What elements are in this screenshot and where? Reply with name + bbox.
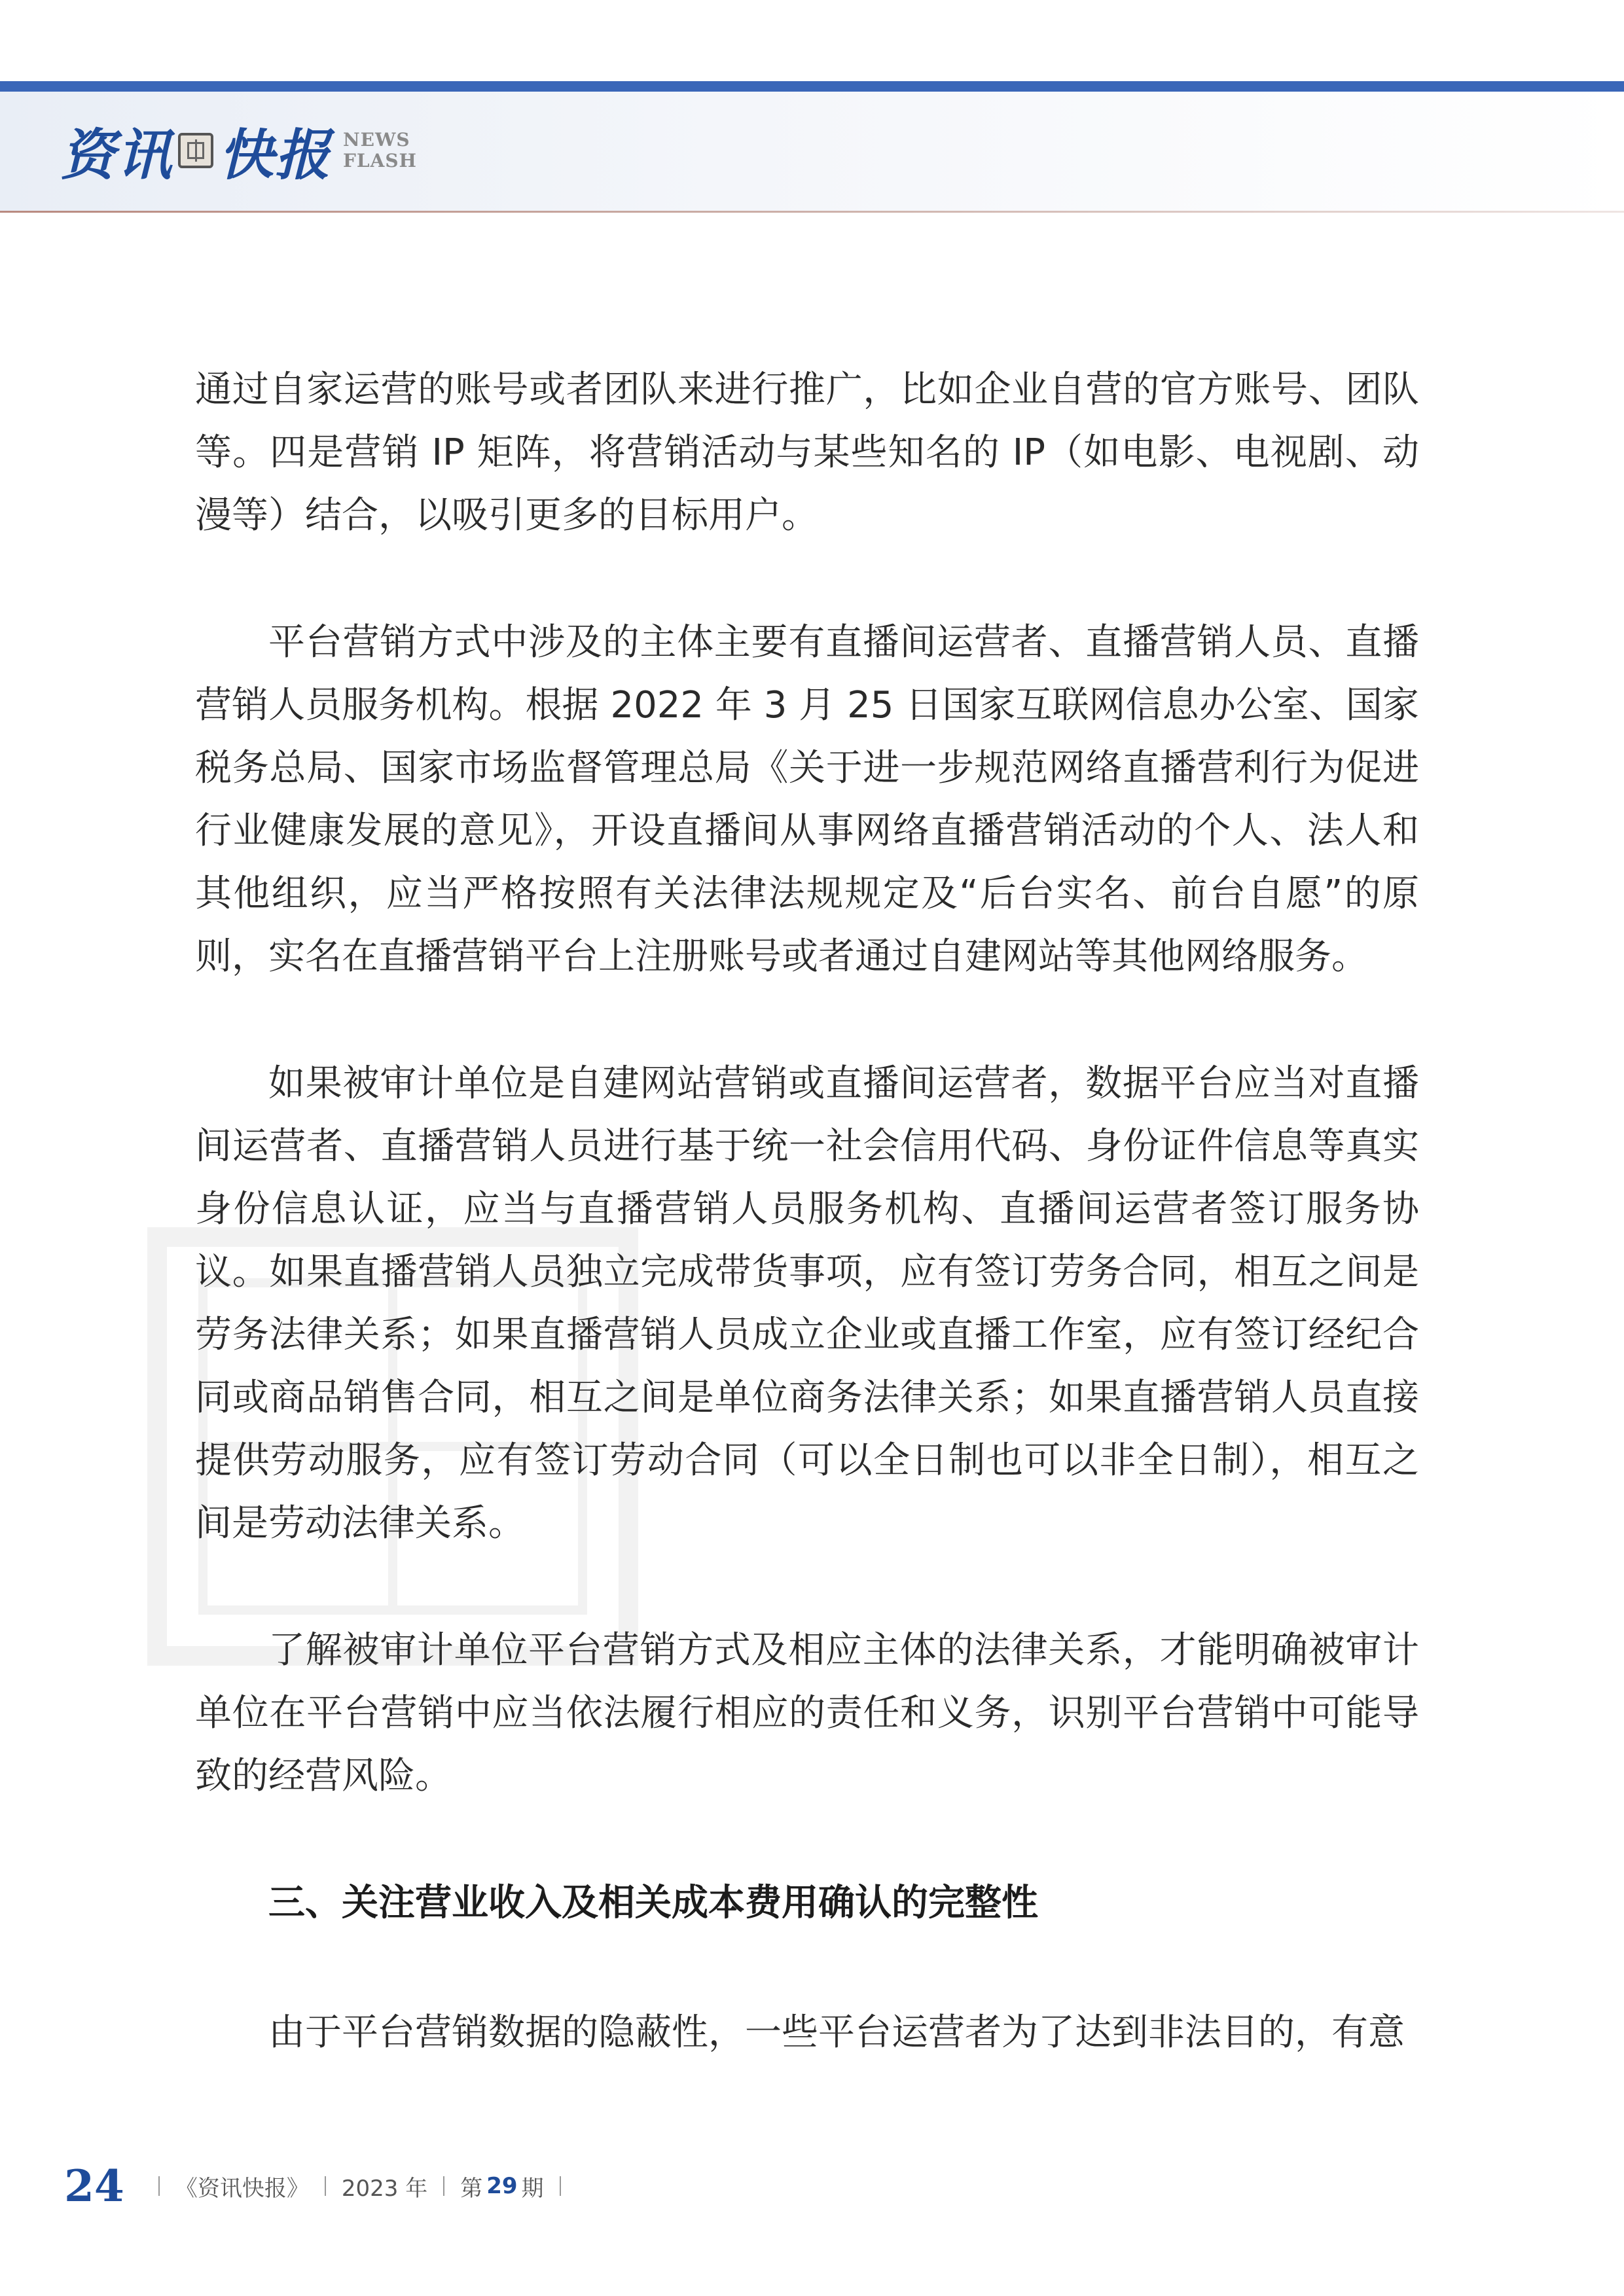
footer-issue-prefix: 第 <box>460 2175 483 2202</box>
masthead-title-left: 资讯 <box>60 122 173 187</box>
section-heading: 三、关注营业收入及相关成本费用确认的完整性 <box>268 1882 1038 1924</box>
paragraph-3: 如果被审计单位是自建网站营销或直播间运营者，数据平台应当对直播间运营者、直播营销人员进行基于统一社会信用代码、身份证件信息等真实身份信息认证，应当与直播营销人员服务机构、直播间运营者签订服务协议。如果直播营销人员独立完成带货事项，应有签订劳务合同，相互之间是劳务法律关系；如果直播营销人员成立企业或直播工作室，应有签订经纪合同或商品销售合同，相互之间是单位商务法律关系；如果直播营销人员直接提供劳动服务，应有签订劳动合同（可以全日制也可以非全日制），相互之间是劳动法律关系。 <box>195 1062 1419 1545</box>
paragraph-2: 平台营销方式中涉及的主体主要有直播间运营者、直播营销人员、直播营销人员服务机构。根据 2022 年 3 月 25 日国家互联网信息办公室、国家税务总局、国家市场监督管理总局《关于进一步规范网络直播营利行为促进行业健康发展的意见》，开设直播间从事网络直播营销活动的个人、法人和其他组织，应当严格按照有关法律法规规定及“后台实名、前台自愿”的原则，实名在直播营销平台上注册账号或者通过自建网站等其他网络服务。 <box>195 621 1419 978</box>
paragraph-4: 了解被审计单位平台营销方式及相应主体的法律关系，才能明确被审计单位在平台营销中应当依法履行相应的责任和义务，识别平台营销中可能导致的经营风险。 <box>195 1629 1419 1797</box>
footer-divider <box>158 2176 160 2196</box>
page-footer <box>64 2157 577 2215</box>
footer-issue-suffix: 期 <box>521 2175 544 2202</box>
footer-issue-number: 29 <box>486 2173 518 2199</box>
footer-divider <box>325 2176 326 2196</box>
masthead-title-right: 快报 <box>219 122 332 187</box>
header-top-rule <box>0 81 1624 92</box>
masthead-english <box>343 130 417 171</box>
page-number: 24 <box>64 2161 124 2212</box>
paragraph-5: 由于平台营销数据的隐蔽性，一些平台运营者为了达到非法目的，有意 <box>268 2011 1405 2054</box>
footer-publication: 《资讯快报》 <box>175 2175 309 2202</box>
masthead-english-line2: FLASH <box>343 150 417 171</box>
header-bottom-rule <box>0 211 1624 213</box>
masthead-english-line1: NEWS <box>343 129 410 151</box>
footer-year: 2023 年 <box>341 2175 428 2202</box>
article-body <box>195 359 1419 2128</box>
footer-divider <box>443 2176 444 2196</box>
paragraph-1: 通过自家运营的账号或者团队来进行推广，比如企业自营的官方账号、团队等。四是营销 IP 矩阵，将营销活动与某些知名的 IP（如电影、电视剧、动漫等）结合，以吸引更多的目标用户。 <box>195 368 1419 537</box>
footer-divider <box>560 2176 561 2196</box>
seal-icon <box>178 133 213 168</box>
masthead <box>60 111 417 190</box>
